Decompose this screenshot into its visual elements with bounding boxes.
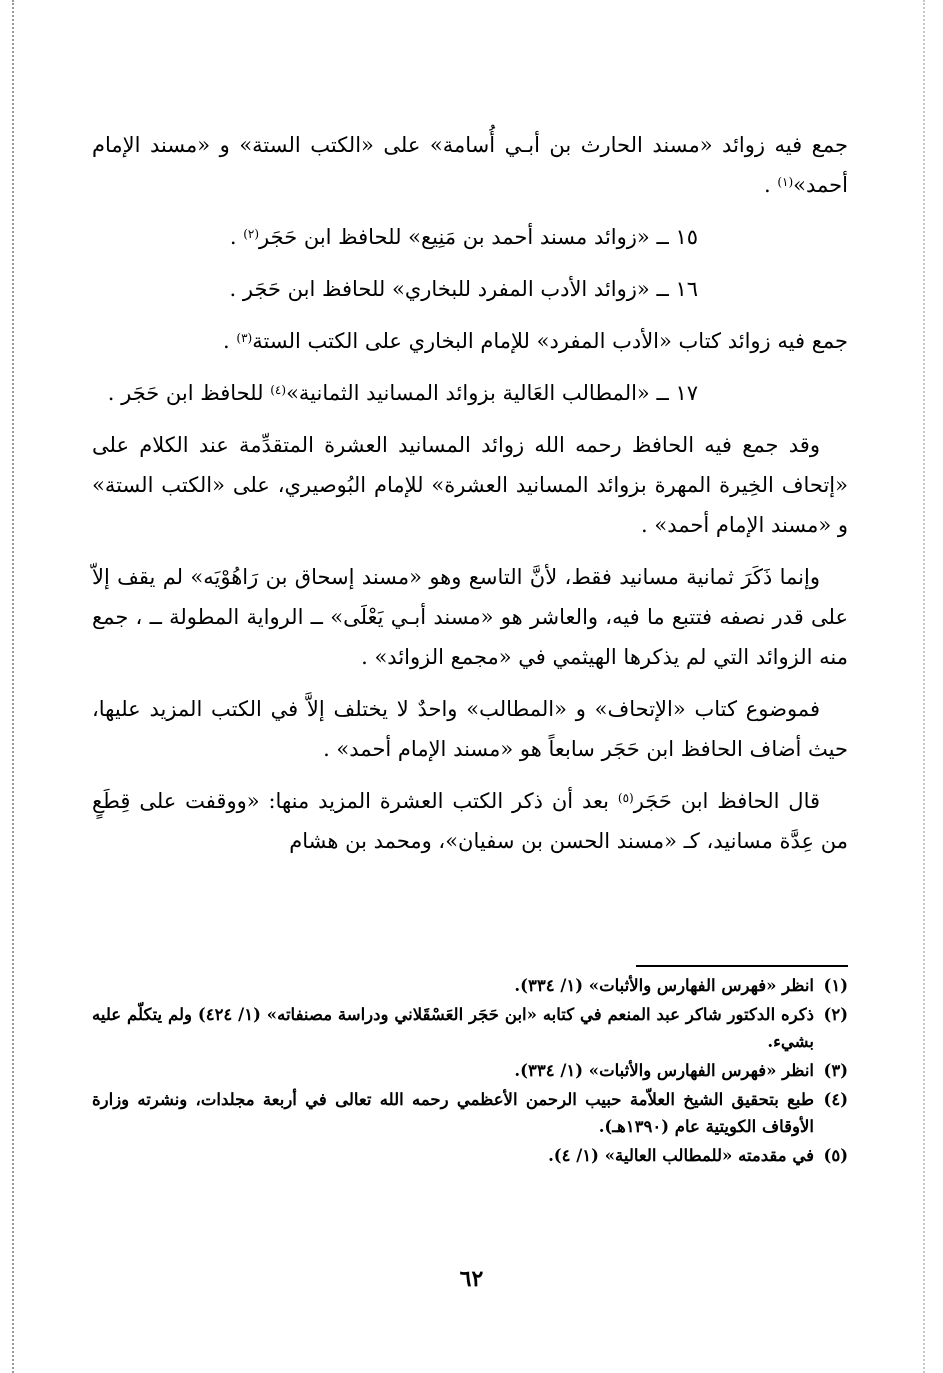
footnote-5 — [92, 1142, 848, 1169]
footnote-3 — [92, 1057, 848, 1084]
footnote-number: (٥) — [823, 1146, 848, 1165]
main-text — [92, 125, 848, 873]
footnote-number: (٣) — [823, 1061, 848, 1080]
footnote-1 — [92, 972, 848, 999]
footnote-text: ذكره الدكتور شاكر عبد المنعم في كتابه «ابن حَجَر العَسْقَلاني ودراسة مصنفاته» (١/ ٤٢٤) ولم يتكلّم عليه بشيء. — [92, 1005, 814, 1051]
footnote-text: طبع بتحقيق الشيخ العلاّمة حبيب الرحمن الأعظمي رحمه الله تعالى في أربعة مجلدات، ونشرته وزارة الأوقاف الكويتية عام (١٣٩٠هـ). — [92, 1090, 814, 1136]
footnote-2 — [92, 1001, 848, 1055]
list-item-17: ١٧ ــ «المطالب العَالية بزوائد المسانيد الثمانية»$^{(٤)}$ للحافظ ابن حَجَر . — [107, 381, 698, 405]
footnote-number: (٢) — [823, 1005, 848, 1024]
footnote-number: (٤) — [823, 1090, 848, 1109]
footnote-separator — [636, 965, 848, 967]
footnote-text: انظر «فهرس الفهارس والأثبات» (١/ ٣٣٤). — [514, 1061, 814, 1080]
scan-right-edge — [923, 0, 925, 1373]
footnote-ref-3[interactable]: (٣) — [236, 331, 253, 345]
paragraph-1: جمع فيه زوائد «مسند الحارث بن أبـي أُسامة» على «الكتب الستة» و «مسند الإمام أحمد»$^{(١)}$ . — [92, 133, 848, 197]
paragraph-2: جمع فيه زوائد كتاب «الأدب المفرد» للإمام البخاري على الكتب الستة$^{(٣)}$ . — [223, 329, 848, 353]
footnote-ref-1[interactable]: (١) — [777, 175, 794, 189]
footnotes — [92, 972, 848, 1171]
scan-left-edge — [12, 0, 14, 1373]
footnote-number: (١) — [823, 976, 848, 995]
footnote-4 — [92, 1086, 848, 1140]
page-number: ٦٢ — [459, 1266, 484, 1292]
footnote-text: انظر «فهرس الفهارس والأثبات» (١/ ٣٣٤). — [514, 976, 814, 995]
paragraph-5: فموضوع كتاب «الإتحاف» و «المطالب» واحدٌ لا يختلف إلاَّ في الكتب المزيد عليها، حيث أضاف الحافظ ابن حَجَر سابعاً هو «مسند الإمام أحمد» . — [92, 697, 848, 761]
footnote-ref-5[interactable]: (٥) — [617, 791, 634, 805]
paragraph-6: قال الحافظ ابن حَجَر$^{(٥)}$ بعد أن ذكر الكتب العشرة المزيد منها: «ووقفت على قِطَعٍ من عِدَّة مسانيد، كـ «مسند الحسن بن سفيان»، ومحمد بن هشام — [92, 789, 848, 853]
paragraph-3: وقد جمع فيه الحافظ رحمه الله زوائد المسانيد العشرة المتقدِّمة عند الكلام على «إتحاف الخِيرة المهرة بزوائد المسانيد العشرة» للإمام البُوصيري، على «الكتب الستة» و «مسند الإمام أحمد» . — [92, 433, 848, 537]
list-item-16: ١٦ ــ «زوائد الأدب المفرد للبخاري» للحافظ ابن حَجَر . — [229, 277, 698, 301]
list-item-15: ١٥ ــ «زوائد مسند أحمد بن مَنِيع» للحافظ ابن حَجَر$^{(٢)}$ . — [229, 225, 698, 249]
footnote-text: في مقدمته «للمطالب العالية» (١/ ٤). — [548, 1146, 814, 1165]
paragraph-4: وإنما ذَكَرَ ثمانية مسانيد فقط، لأنَّ التاسع وهو «مسند إسحاق بن رَاهُوْيَه» لم يقف إلاّ على قدر نصفه فتتبع ما فيه، والعاشر هو «مسند أبـي يَعْلَى» ــ الرواية المطولة ــ ، جمع منه الزوائد التي لم يذكرها الهيثمي في «مجمع الزوائد» . — [92, 565, 848, 669]
footnote-ref-4[interactable]: (٤) — [270, 383, 287, 397]
footnote-ref-2[interactable]: (٢) — [243, 227, 260, 241]
